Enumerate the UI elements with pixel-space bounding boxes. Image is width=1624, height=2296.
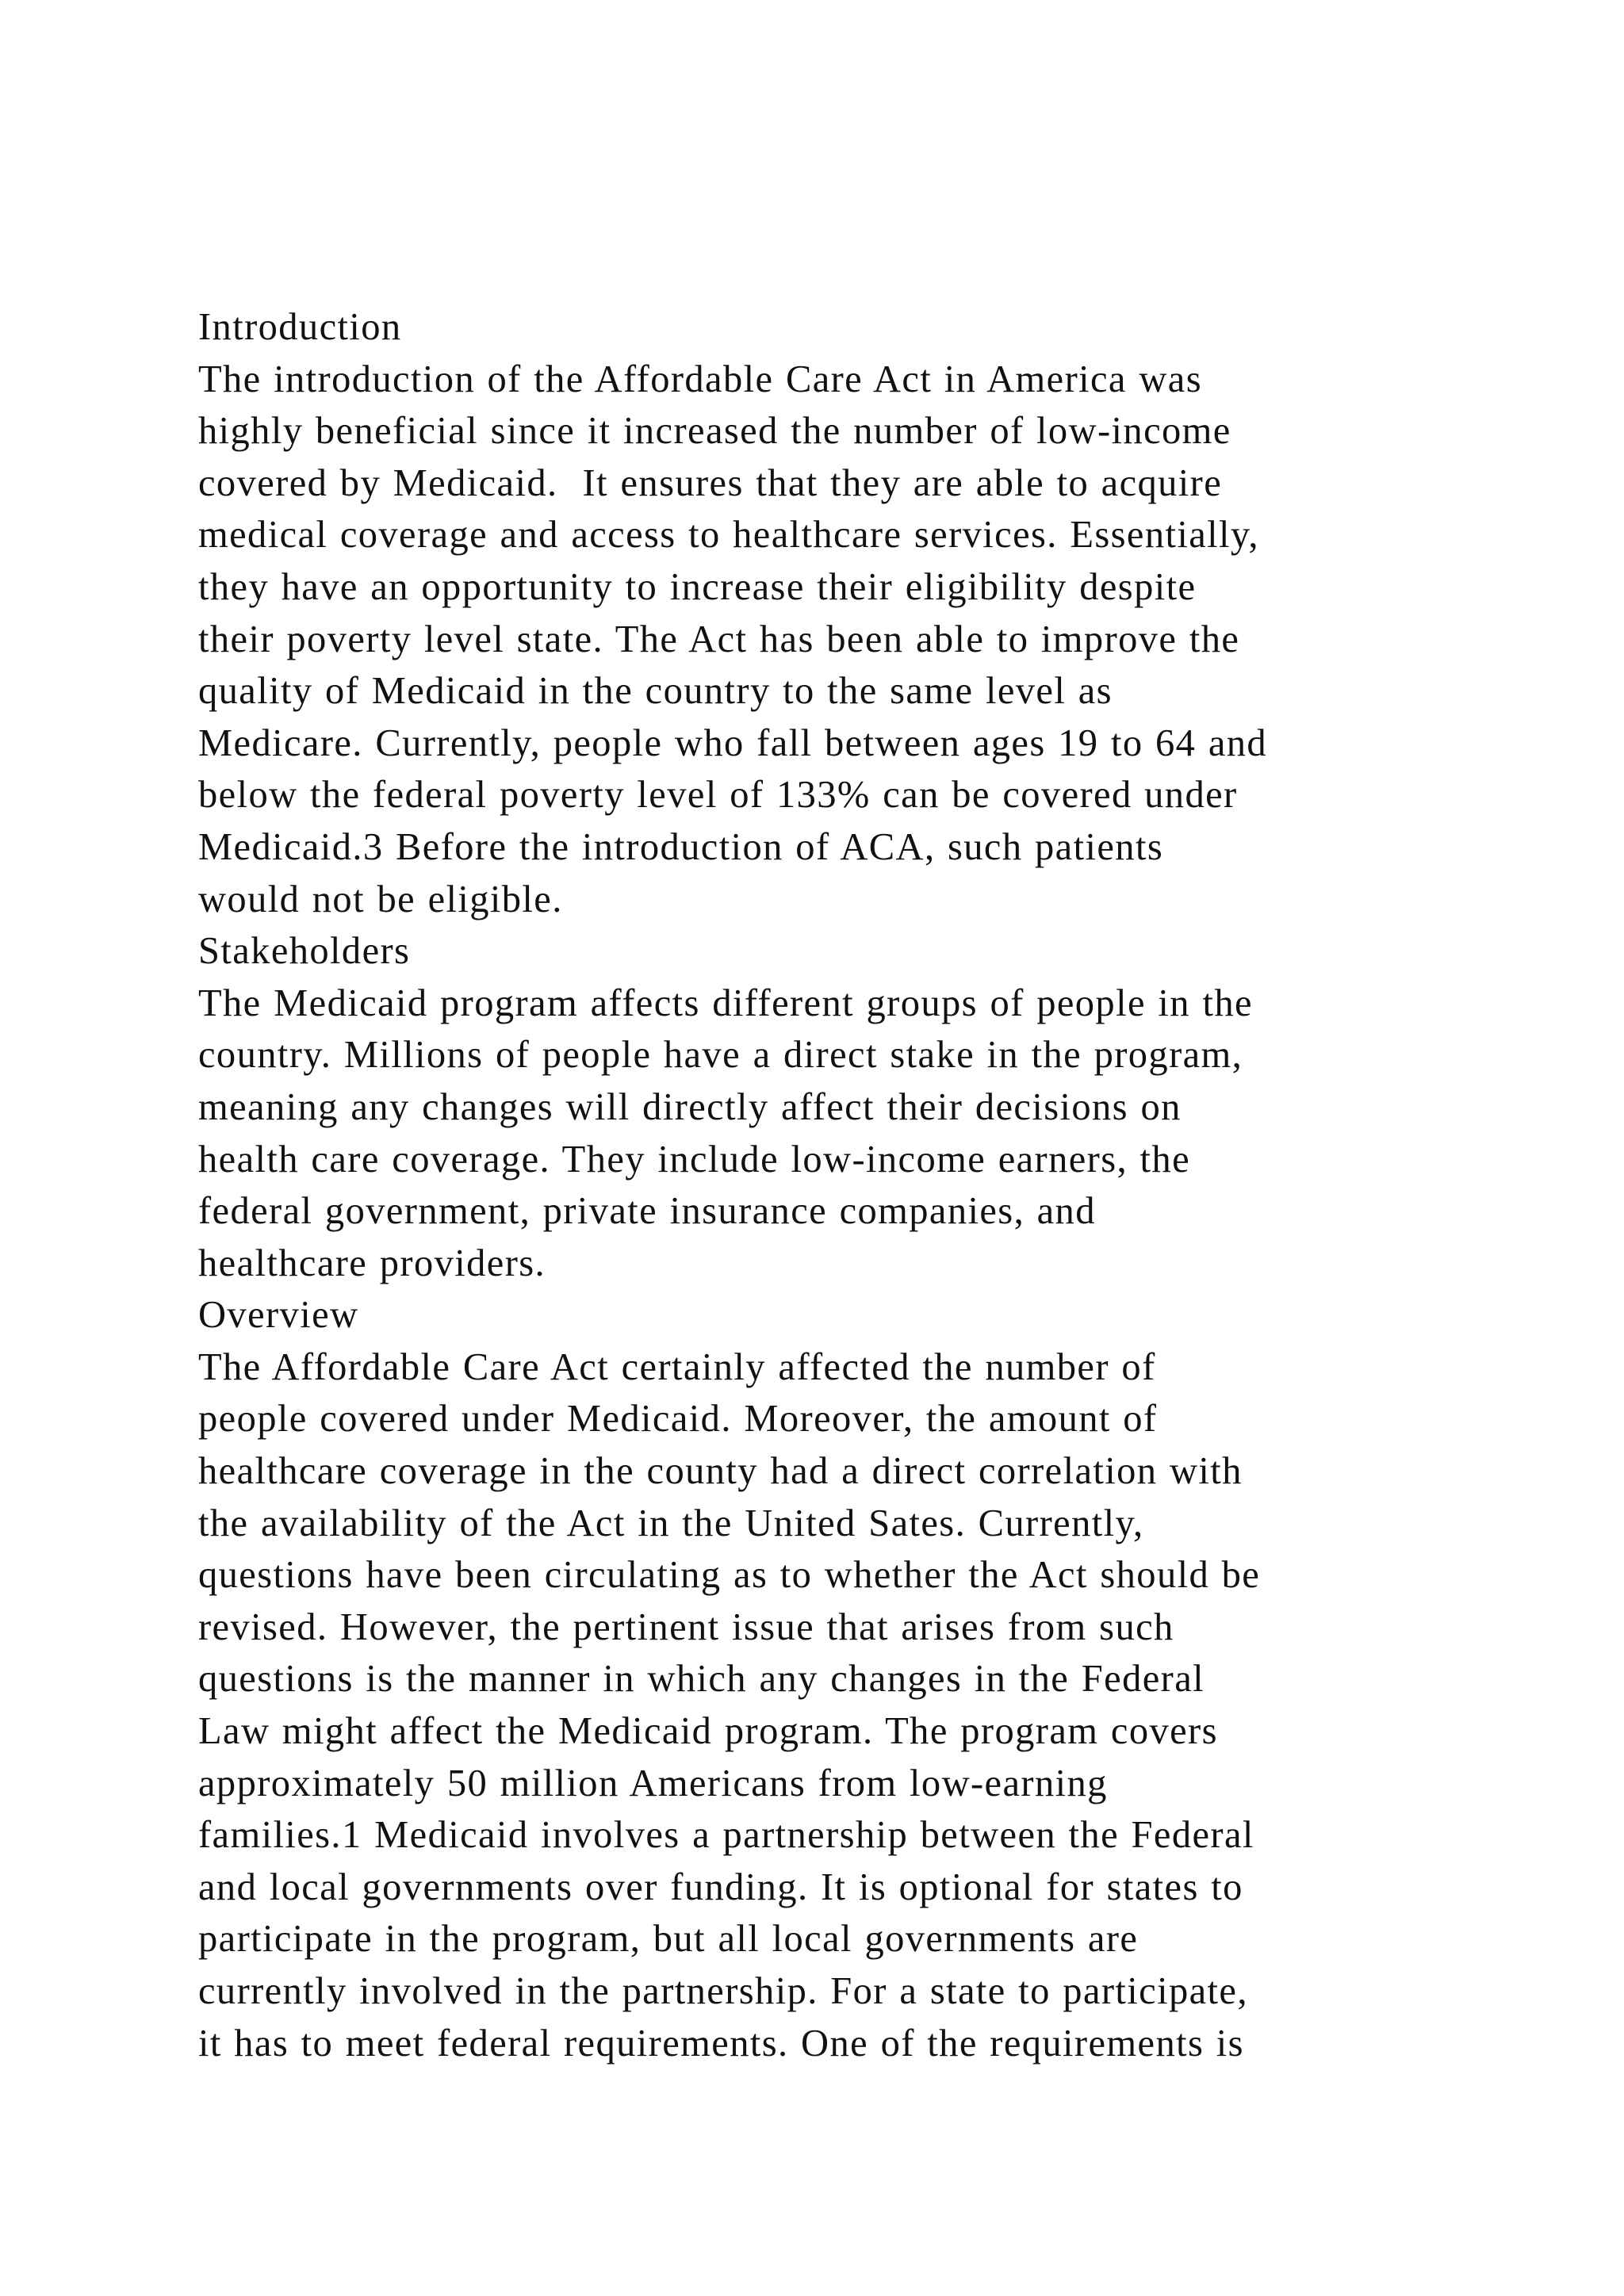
text-line: questions have been circulating as to whether the Act should be — [198, 1554, 1261, 1597]
text-line: country. Millions of people have a direct stake in the program, — [198, 1034, 1243, 1077]
text-line: The introduction of the Affordable Care Act in America was — [198, 358, 1202, 400]
text-line: they have an opportunity to increase their eligibility despite — [198, 565, 1197, 608]
text-line: meaning any changes will directly affect their decisions on — [198, 1085, 1182, 1128]
text-line: Medicare. Currently, people who fall between ages 19 to 64 and — [198, 721, 1268, 764]
document-body — [198, 301, 1467, 2069]
text-line: Medicaid.3 Before the introduction of ACA, such patients — [198, 825, 1164, 868]
text-line: people covered under Medicaid. Moreover, the amount of — [198, 1398, 1158, 1441]
text-line: healthcare coverage in the county had a direct correlation with — [198, 1450, 1243, 1493]
text-line: the availability of the Act in the United Sates. Currently, — [198, 1502, 1144, 1544]
text-line: participate in the program, but all local governments are — [198, 1918, 1139, 1961]
text-line: and local governments over funding. It is optional for states to — [198, 1866, 1243, 1908]
text-line: quality of Medicaid in the country to the same level as — [198, 670, 1113, 713]
text-line: federal government, private insurance companies, and — [198, 1190, 1096, 1233]
text-line: covered by Medicaid. It ensures that they are able to acquire — [198, 461, 1223, 504]
text-line: currently involved in the partnership. For a state to participate, — [198, 1970, 1248, 2012]
text-line: highly beneficial since it increased the number of low-income — [198, 410, 1231, 453]
heading-overview: Overview — [198, 1294, 359, 1337]
text-line: medical coverage and access to healthcare services. Essentially, — [198, 514, 1259, 557]
text-line: revised. However, the pertinent issue that arises from such — [198, 1605, 1174, 1648]
text-line: below the federal poverty level of 133% can be covered under — [198, 774, 1238, 817]
heading-introduction: Introduction — [198, 306, 402, 348]
text-line: The Affordable Care Act certainly affected the number of — [198, 1345, 1156, 1388]
text-line: questions is the manner in which any changes in the Federal — [198, 1658, 1205, 1701]
text-line: their poverty level state. The Act has been able to improve the — [198, 618, 1240, 660]
heading-stakeholders: Stakeholders — [198, 930, 411, 973]
text-line: families.1 Medicaid involves a partnership between the Federal — [198, 1814, 1254, 1857]
text-line: it has to meet federal requirements. One of the requirements is — [198, 2022, 1244, 2064]
text-line: healthcare providers. — [198, 1242, 546, 1284]
text-line: health care coverage. They include low-income earners, the — [198, 1138, 1191, 1181]
text-line: Law might affect the Medicaid program. The program covers — [198, 1710, 1218, 1753]
text-line: approximately 50 million Americans from low-earning — [198, 1762, 1108, 1804]
text-line: The Medicaid program affects different groups of people in the — [198, 982, 1253, 1024]
text-line: would not be eligible. — [198, 878, 563, 920]
